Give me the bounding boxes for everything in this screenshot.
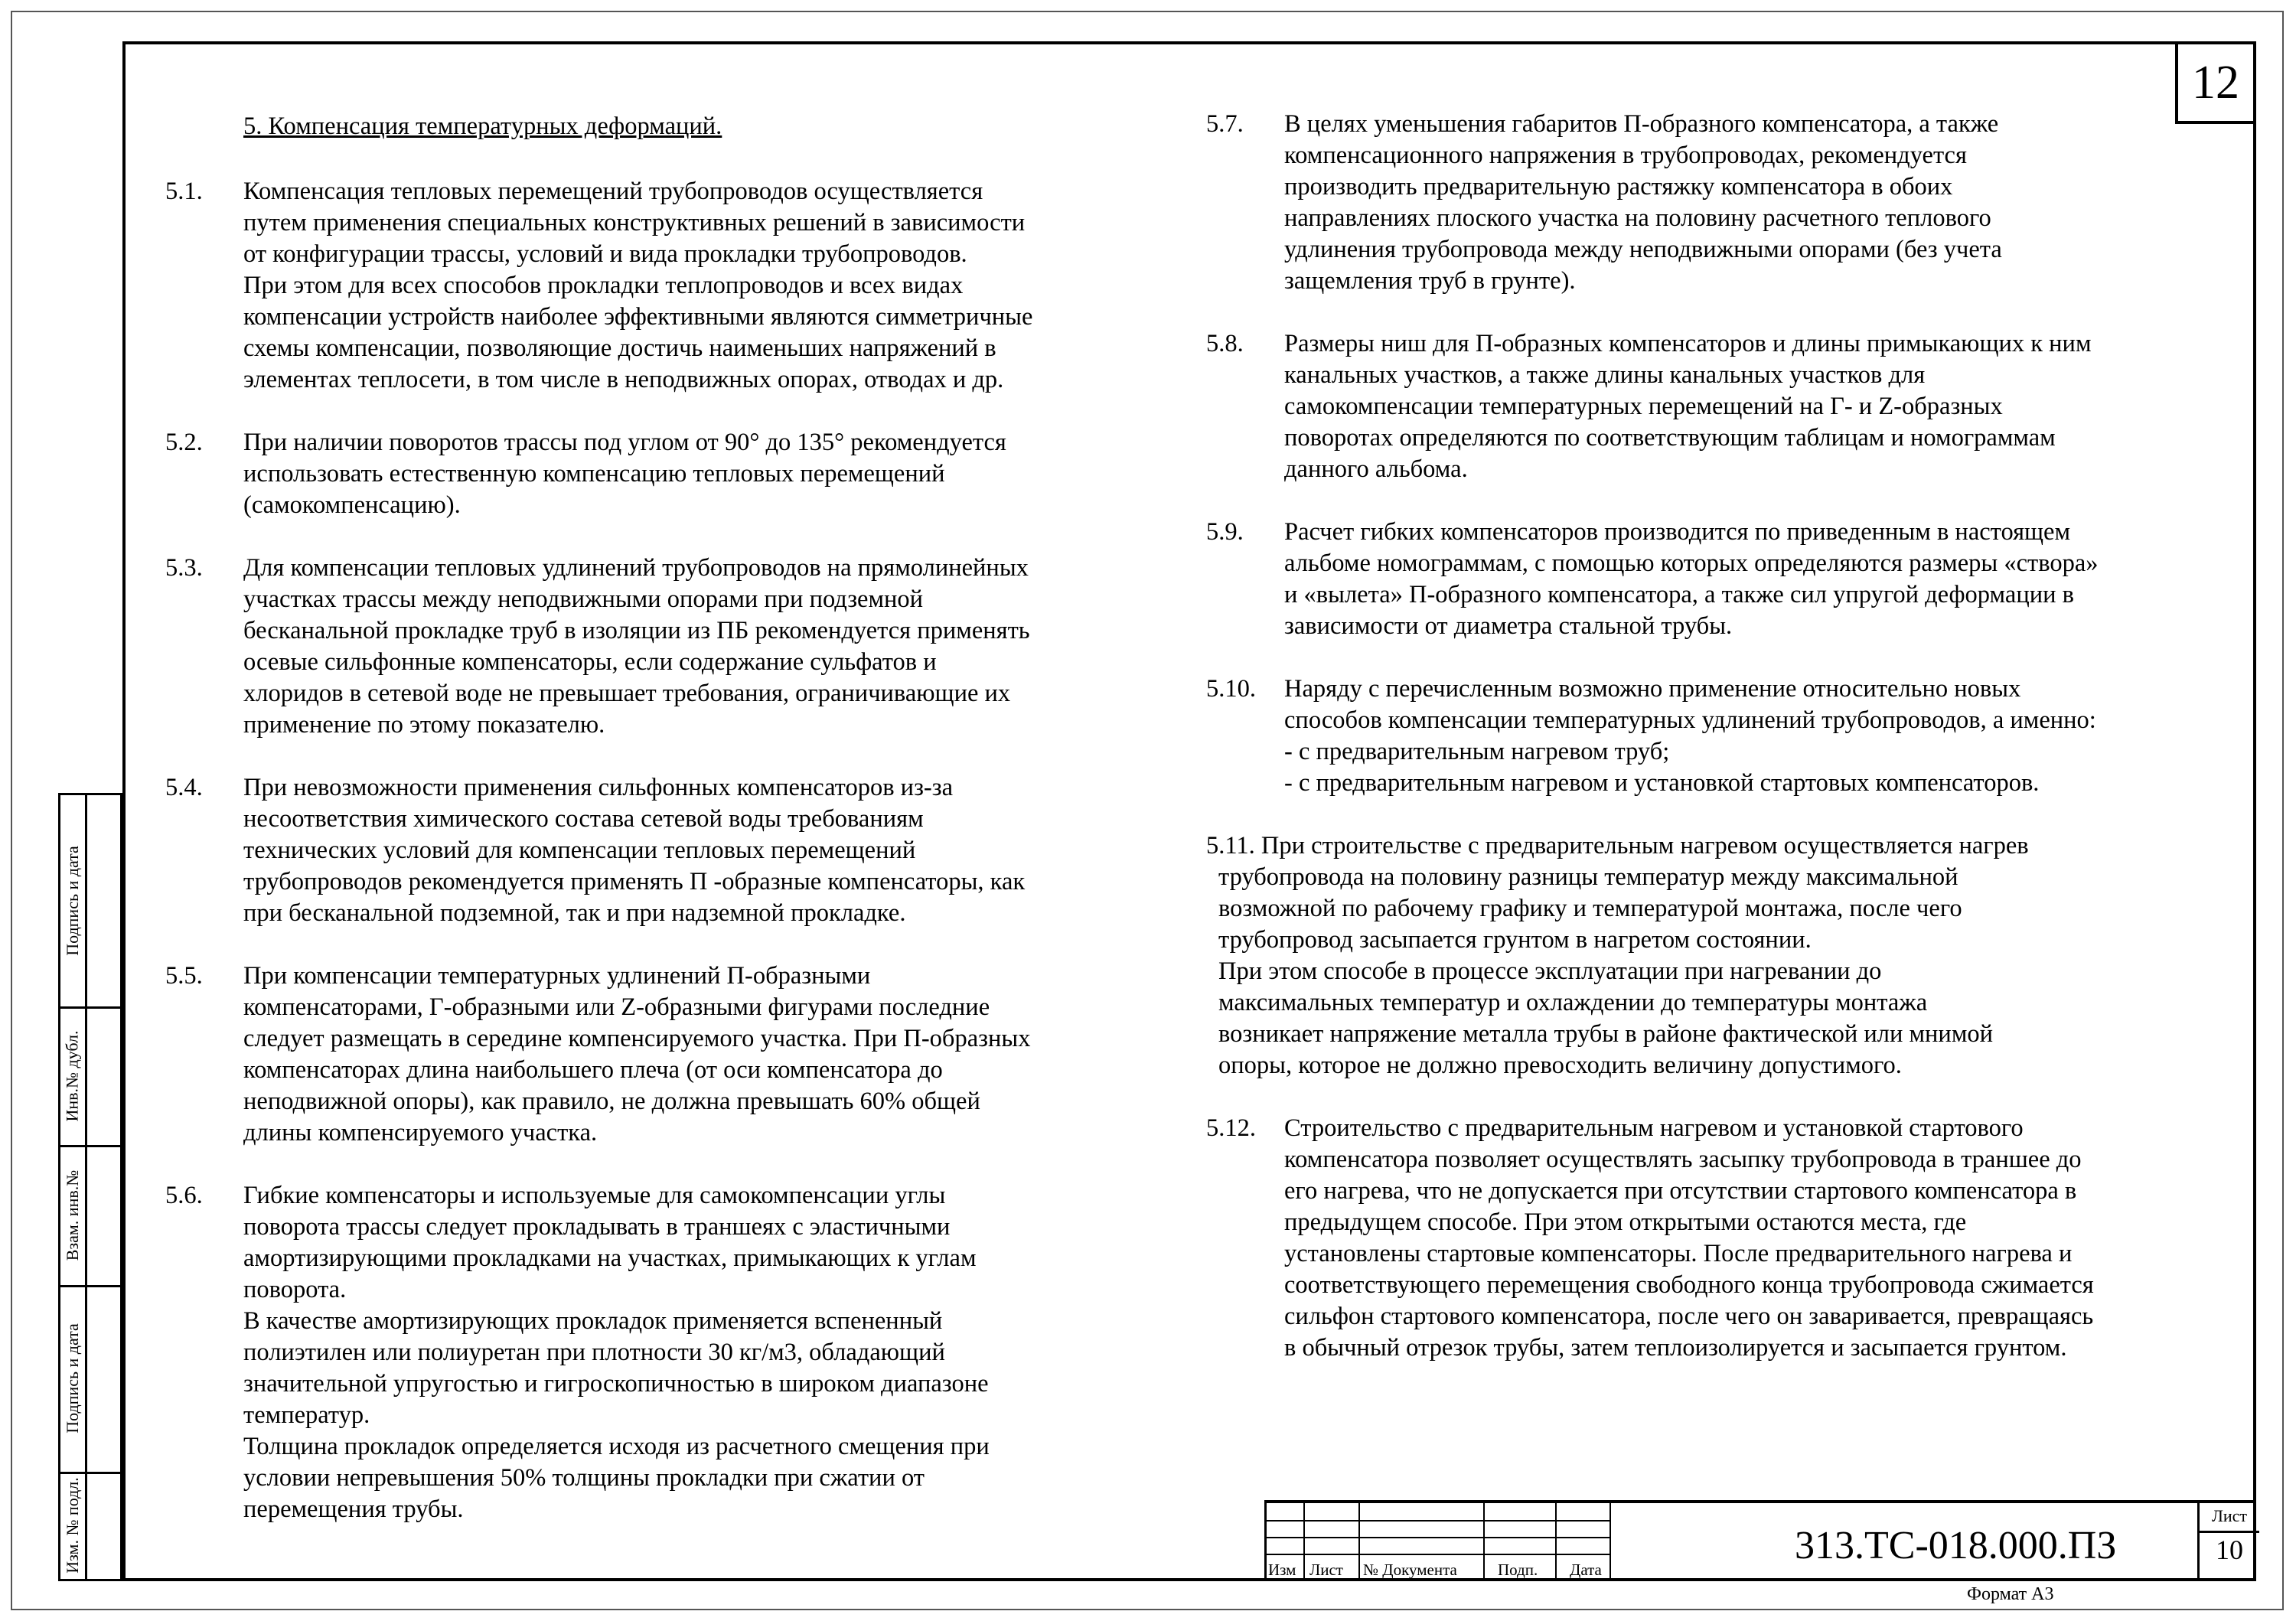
paragraph-line: компенсатора позволяет осуществлять засыпку трубопровода в траншее до [1284,1146,2082,1173]
paragraph-line: схемы компенсации, позволяющие достичь наименьших напряжений в [243,334,996,362]
paragraph-number: 5.5. [165,962,203,990]
stamp-inv-orig: Изм. № подл. [63,1477,82,1574]
paragraph-item [1206,674,2209,799]
paragraph-line: бесканальной прокладке труб в изоляции из ПБ рекомендуется применять [243,617,1030,644]
paragraph-line: осевые сильфонные компенсаторы, если содержание сульфатов и [243,648,937,676]
paragraph-line: трубопровод засыпается грунтом в нагретом состоянии. [1218,926,1812,954]
paragraph-line: В целях уменьшения габаритов П-образного компенсатора, а также [1284,110,1999,138]
paragraph-line: температур. [243,1401,370,1429]
paragraph-line: элементах теплосети, в том числе в неподвижных опорах, отводах и др. [243,366,1004,393]
paragraph-line: поворотах определяются по соответствующим таблицам и номограммам [1284,424,2056,452]
paragraph-line: технических условий для компенсации тепловых перемещений [243,837,916,864]
paragraph-line: компенсации устройств наиболее эффективными являются симметричные [243,303,1033,331]
paragraph-line: канальных участков, а также длины канальных участков для [1284,361,1926,389]
paragraph-number: 5.7. [1206,110,1244,138]
paragraph-item [1206,1113,2209,1364]
sheet-box [2197,1503,2258,1581]
paragraph-line: (самокомпенсацию). [243,491,461,519]
paragraph-line: Гибкие компенсаторы и используемые для самокомпенсации углы [243,1182,946,1209]
paragraph-line: перемещения трубы. [243,1495,464,1523]
paragraph-line: хлоридов в сетевой воде не превышает требования, ограничивающие их [243,680,1011,707]
paragraph-line: Расчет гибких компенсаторов производится по приведенным в настоящем [1284,518,2071,546]
paragraph-line: Для компенсации тепловых удлинений трубопроводов на прямолинейных [243,554,1029,582]
title-block [1264,1500,2256,1581]
paragraph-line: Размеры ниш для П-образных компенсаторов и длины примыкающих к ним [1284,330,2092,357]
paragraph-line: Толщина прокладок определяется исходя из расчетного смещения при [243,1433,990,1460]
paragraph-line: Компенсация тепловых перемещений трубопроводов осуществляется [243,178,983,205]
paragraph-line: от конфигурации трассы, условий и вида прокладки трубопроводов. [243,240,967,268]
paragraph-line: сильфон стартового компенсатора, после чего он заваривается, превращаясь [1284,1303,2094,1330]
paragraph-number: 5.9. [1206,518,1244,546]
paragraph-line: возникает напряжение металла трубы в районе фактической или мнимой [1218,1020,1994,1048]
tb-col-izm: Изм [1268,1561,1296,1579]
paragraph-line: применение по этому показателю. [243,711,605,739]
paragraph-line: способов компенсации температурных удлинений трубопроводов, а именно: [1284,706,2096,734]
paragraph-line: установлены стартовые компенсаторы. После предварительного нагрева и [1284,1240,2073,1267]
tb-col-list: Лист [1309,1561,1343,1579]
paragraph-number: 5.10. [1206,675,1256,703]
paragraph-line: производить предварительную растяжку компенсатора в обоих [1284,173,1953,201]
paragraph-line: его нагрева, что не допускается при отсутствии стартового компенсатора в [1284,1177,2077,1205]
paragraph-item [165,553,1160,741]
paragraph-item [1206,517,2209,642]
format-label: Формат А3 [1967,1584,2054,1604]
paragraph-line: При строительстве с предварительным нагревом осуществляется нагрев [1261,832,2029,859]
paragraph-item [165,961,1160,1149]
paragraph-line: В качестве амортизирующих прокладок применяется вспененный [243,1307,943,1335]
paragraph-item [1206,830,2209,1081]
stamp-signature-date-2: Подпись и дата [63,1323,83,1433]
paragraph-line: использовать естественную компенсацию тепловых перемещений [243,460,945,488]
paragraph-line: При компенсации температурных удлинений П-образными [243,962,871,990]
paragraph-line: трубопроводов рекомендуется применять П -образные компенсаторы, как [243,868,1026,895]
paragraph-line: и «вылета» П-образного компенсатора, а также сил упругой деформации в [1284,581,2074,608]
paragraph-line: возможной по рабочему графику и температурой монтажа, после чего [1218,895,1962,922]
paragraph-line: условии непревышения 50% толщины прокладки при сжатии от [243,1464,925,1492]
paragraph-line: альбоме номограммам, с помощью которых определяются размеры «створа» [1284,550,2099,577]
paragraph-line: компенсаторами, Г-образными или Z-образными фигурами последние [243,993,990,1021]
paragraph-number: 5.12. [1206,1114,1256,1142]
right-column [1206,109,2209,1395]
paragraph-line: в обычный отрезок трубы, затем теплоизолируется и засыпается грунтом. [1284,1334,2067,1362]
stamp-inv-dup: Инв.№ дубл. [63,1029,83,1122]
document-code: 313.ТС-018.000.ПЗ [1795,1524,2117,1567]
paragraph-line: при бесканальной подземной, так и при надземной прокладке. [243,899,906,927]
paragraph-number: 5.1. [165,178,203,205]
paragraph-line: направлениях плоского участка на половину расчетного теплового [1284,204,1991,232]
paragraph-number: 5.3. [165,554,203,582]
paragraph-number: 5.4. [165,774,203,801]
paragraph-line: поворота. [243,1276,347,1303]
sheet-corner-number: 12 [2175,41,2256,124]
paragraph-line: амортизирующими прокладками на участках, примыкающих к углам [243,1244,977,1272]
paragraph-number: 5.11. [1206,832,1255,859]
paragraph-line: участках трассы между неподвижными опорами при подземной [243,585,924,613]
paragraph-line: полиэтилен или полиуретан при плотности 30 кг/м3, обладающий [243,1339,945,1366]
paragraph-item [165,427,1160,521]
paragraph-line: несоответствия химического состава сетевой воды требованиям [243,805,924,833]
paragraph-line: При невозможности применения сильфонных компенсаторов из-за [243,774,953,801]
paragraph-line: опоры, которое не должно превосходить величину допустимого. [1218,1052,1902,1079]
paragraph-item [165,772,1160,929]
paragraph-item [165,176,1160,396]
paragraph-line: - с предварительным нагревом труб; [1284,738,1670,765]
paragraph-line: поворота трассы следует прокладывать в траншеях с эластичными [243,1213,951,1241]
paragraph-line: - с предварительным нагревом и установкой стартовых компенсаторов. [1284,769,2040,797]
sheet-number: 10 [2216,1535,2243,1565]
paragraph-line: удлинения трубопровода между неподвижными опорами (без учета [1284,236,2002,263]
left-column [165,111,1160,1557]
paragraph-line: максимальных температур и охлаждении до температуры монтажа [1218,989,1928,1016]
paragraph-line: путем применения специальных конструктивных решений в зависимости [243,209,1026,236]
paragraph-line: Строительство с предварительным нагревом и установкой стартового [1284,1114,2024,1142]
paragraph-line: Наряду с перечисленным возможно применение относительно новых [1284,675,2021,703]
tb-col-doc: № Документа [1363,1561,1457,1579]
paragraph-line: данного альбома. [1284,455,1468,483]
paragraph-line: При наличии поворотов трассы под углом от 90° до 135° рекомендуется [243,429,1006,456]
paragraph-line: защемления труб в грунте). [1284,267,1576,295]
paragraph-number: 5.6. [165,1182,203,1209]
paragraph-line: предыдущем способе. При этом открытыми остаются места, где [1284,1208,1967,1236]
sheet-label: Лист [2200,1503,2259,1533]
paragraph-line: зависимости от диаметра стальной трубы. [1284,612,1733,640]
paragraph-number: 5.2. [165,429,203,456]
paragraph-line: значительной упругостью и гигроскопичностью в широком диапазоне [243,1370,989,1398]
paragraph-item [1206,328,2209,485]
side-stamp [58,793,122,1581]
stamp-signature-date-1: Подпись и дата [63,846,83,956]
paragraph-item [165,1180,1160,1525]
paragraph-item [1206,109,2209,297]
tb-col-sign: Подп. [1498,1561,1538,1579]
paragraph-line: компенсаторах длина наибольшего плеча (от оси компенсатора до [243,1056,943,1084]
paragraph-line: самокомпенсации температурных перемещений на Г- и Z-образных [1284,393,2003,420]
paragraph-line: соответствующего перемещения свободного конца трубопровода сжимается [1284,1271,2094,1299]
paragraph-line: При этом для всех способов прокладки теплопроводов и всех видах [243,272,964,299]
section-title: 5. Компенсация температурных деформаций. [243,113,722,140]
tb-col-date: Дата [1570,1561,1602,1579]
paragraph-line: трубопровода на половину разницы температур между максимальной [1218,863,1958,891]
paragraph-number: 5.8. [1206,330,1244,357]
paragraph-line: неподвижной опоры), как правило, не должна превышать 60% общей [243,1088,980,1115]
stamp-vzam-inv: Взам. инв.№ [63,1169,83,1261]
paragraph-line: следует размещать в середине компенсируемого участка. При П-образных [243,1025,1031,1052]
paragraph-line: компенсационного напряжения в трубопроводах, рекомендуется [1284,142,1967,169]
paragraph-line: длины компенсируемого участка. [243,1119,598,1146]
paragraph-line: При этом способе в процессе эксплуатации при нагревании до [1218,957,1882,985]
